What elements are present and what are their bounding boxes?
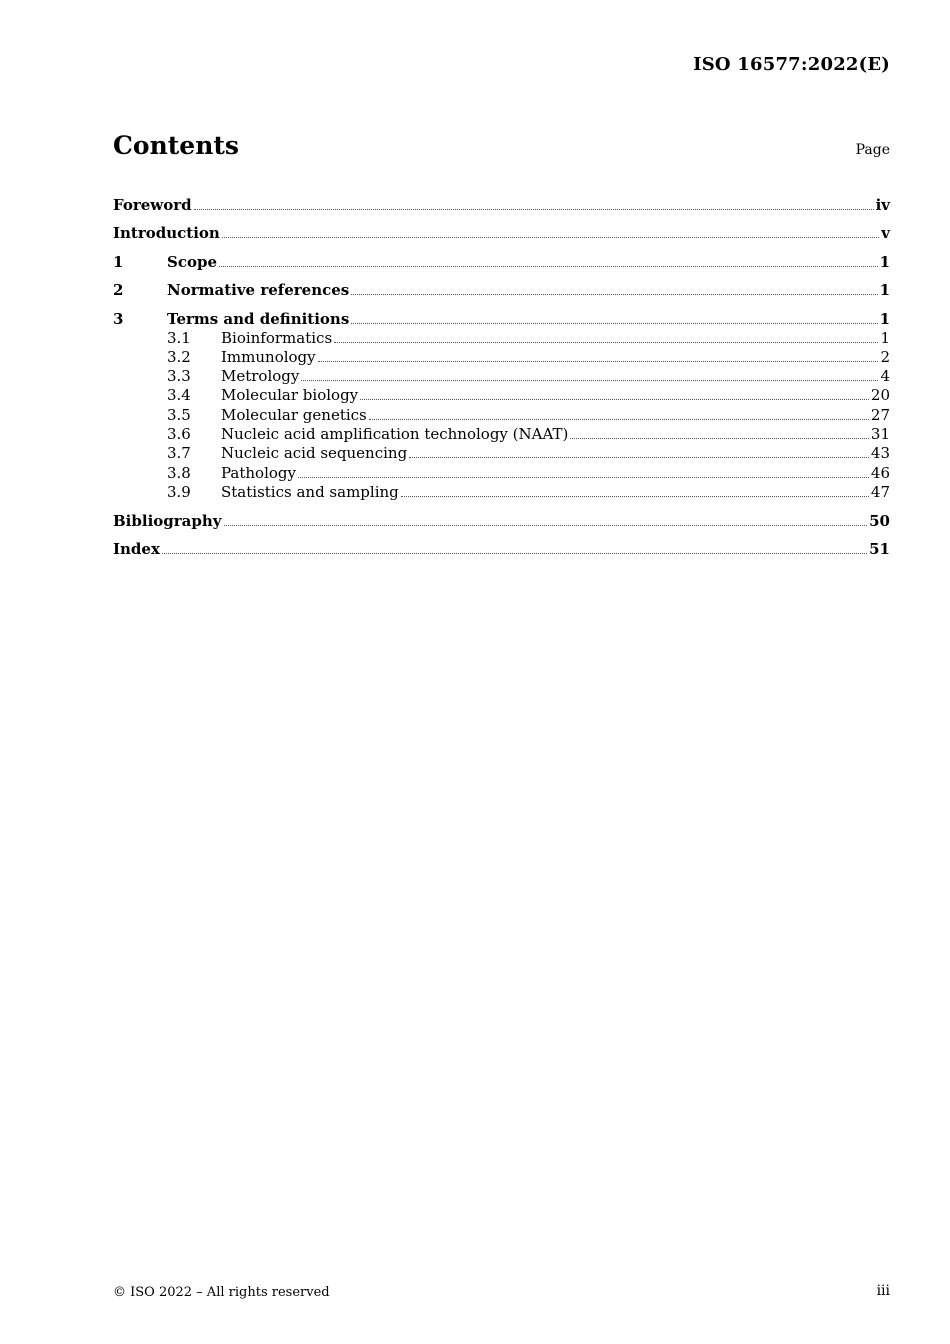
toc-subentry-page: 47 [870, 482, 890, 501]
toc-subentry-molecular-biology[interactable] [113, 385, 890, 404]
toc-entry-bibliography[interactable] [113, 501, 890, 530]
document-id: ISO 16577:2022(E) [693, 54, 890, 75]
toc-subentry-molecular-genetics[interactable] [113, 404, 890, 423]
toc-entry-page: v [881, 224, 890, 242]
toc-entry-label: Introduction [113, 224, 220, 242]
toc-subentry-number: 3.1 [167, 328, 191, 347]
toc-entry-label: Foreword [113, 195, 192, 214]
toc-subentry-label: Pathology [221, 463, 296, 482]
toc-subentry-page: 43 [870, 444, 890, 463]
toc-subentry-immunology[interactable] [113, 347, 890, 366]
toc-entry-page: 51 [869, 540, 890, 559]
page-column-label: Page [855, 142, 890, 158]
toc-subentry-label: Nucleic acid amplification technology (NAAT) [221, 424, 569, 443]
toc-subentry-page: 27 [870, 405, 890, 424]
toc-subentry-page: 31 [870, 424, 890, 443]
toc-entry-number: 1 [113, 252, 124, 271]
toc-entry-page: 50 [869, 511, 890, 530]
dot-leader [298, 476, 869, 478]
toc-entry-label: Index [113, 540, 160, 559]
toc-entry-number: 3 [113, 309, 124, 328]
toc-subentry-page: 46 [870, 463, 890, 482]
dot-leader [224, 524, 868, 526]
dot-leader [409, 456, 869, 458]
toc-subentry-label: Molecular biology [221, 386, 359, 405]
toc-subentry-page: 2 [880, 347, 890, 366]
toc-subentry-number: 3.7 [167, 444, 191, 463]
dot-leader [334, 341, 878, 343]
toc-subentry-number: 3.2 [167, 347, 191, 366]
toc-entry-label: Bibliography [113, 511, 222, 530]
toc-subentry-page: 20 [870, 386, 890, 405]
toc-subentry-number: 3.9 [167, 482, 191, 501]
toc-entry-page: 1 [879, 281, 890, 299]
copyright-notice: © ISO 2022 – All rights reserved [113, 1285, 330, 1300]
dot-leader [194, 208, 874, 210]
dot-leader [570, 437, 869, 439]
toc-entry-terms-and-definitions[interactable] [113, 299, 890, 328]
toc-entry-scope[interactable] [113, 242, 890, 271]
toc-subentry-statistics-and-sampling[interactable] [113, 482, 890, 501]
toc-entry-normative-references[interactable] [113, 271, 890, 300]
toc-subentry-number: 3.4 [167, 386, 191, 405]
dot-leader [301, 379, 878, 381]
toc-subentry-label: Statistics and sampling [221, 482, 399, 501]
dot-leader [162, 552, 867, 554]
toc-subentry-number: 3.5 [167, 405, 191, 424]
toc-entry-page: 1 [879, 252, 890, 271]
toc-subentry-label: Bioinformatics [221, 328, 333, 347]
toc-subentry-label: Immunology [221, 347, 316, 366]
table-of-contents [113, 185, 890, 558]
dot-leader [219, 265, 878, 267]
toc-subentry-metrology[interactable] [113, 366, 890, 385]
dot-leader [318, 360, 879, 362]
toc-entry-page: 1 [879, 309, 890, 328]
dot-leader [222, 236, 879, 238]
dot-leader [351, 322, 877, 324]
toc-subentry-page: 1 [880, 328, 890, 347]
toc-entry-number: 2 [113, 281, 124, 299]
contents-title: Contents [113, 131, 240, 160]
dot-leader [351, 293, 877, 295]
toc-subentry-page: 4 [880, 367, 890, 386]
toc-subentry-label: Nucleic acid sequencing [221, 444, 408, 463]
toc-subentry-naat[interactable] [113, 424, 890, 443]
toc-entry-index[interactable] [113, 530, 890, 559]
toc-subentry-bioinformatics[interactable] [113, 328, 890, 347]
toc-subentry-number: 3.6 [167, 424, 191, 443]
toc-entry-foreword[interactable] [113, 185, 890, 214]
toc-entry-introduction[interactable] [113, 214, 890, 243]
toc-entry-page: iv [875, 195, 890, 214]
toc-subentry-pathology[interactable] [113, 462, 890, 481]
toc-subentry-label: Metrology [221, 367, 300, 386]
toc-subentry-number: 3.8 [167, 463, 191, 482]
toc-entry-label: Scope [167, 252, 218, 271]
toc-subentry-nucleic-acid-sequencing[interactable] [113, 443, 890, 462]
dot-leader [369, 418, 869, 420]
toc-subentry-label: Molecular genetics [221, 405, 367, 424]
toc-entry-label: Terms and definitions [167, 309, 350, 328]
toc-entry-label: Normative references [167, 281, 350, 299]
dot-leader [360, 398, 869, 400]
page-number: iii [876, 1283, 890, 1299]
toc-subentry-number: 3.3 [167, 367, 191, 386]
dot-leader [401, 495, 869, 497]
